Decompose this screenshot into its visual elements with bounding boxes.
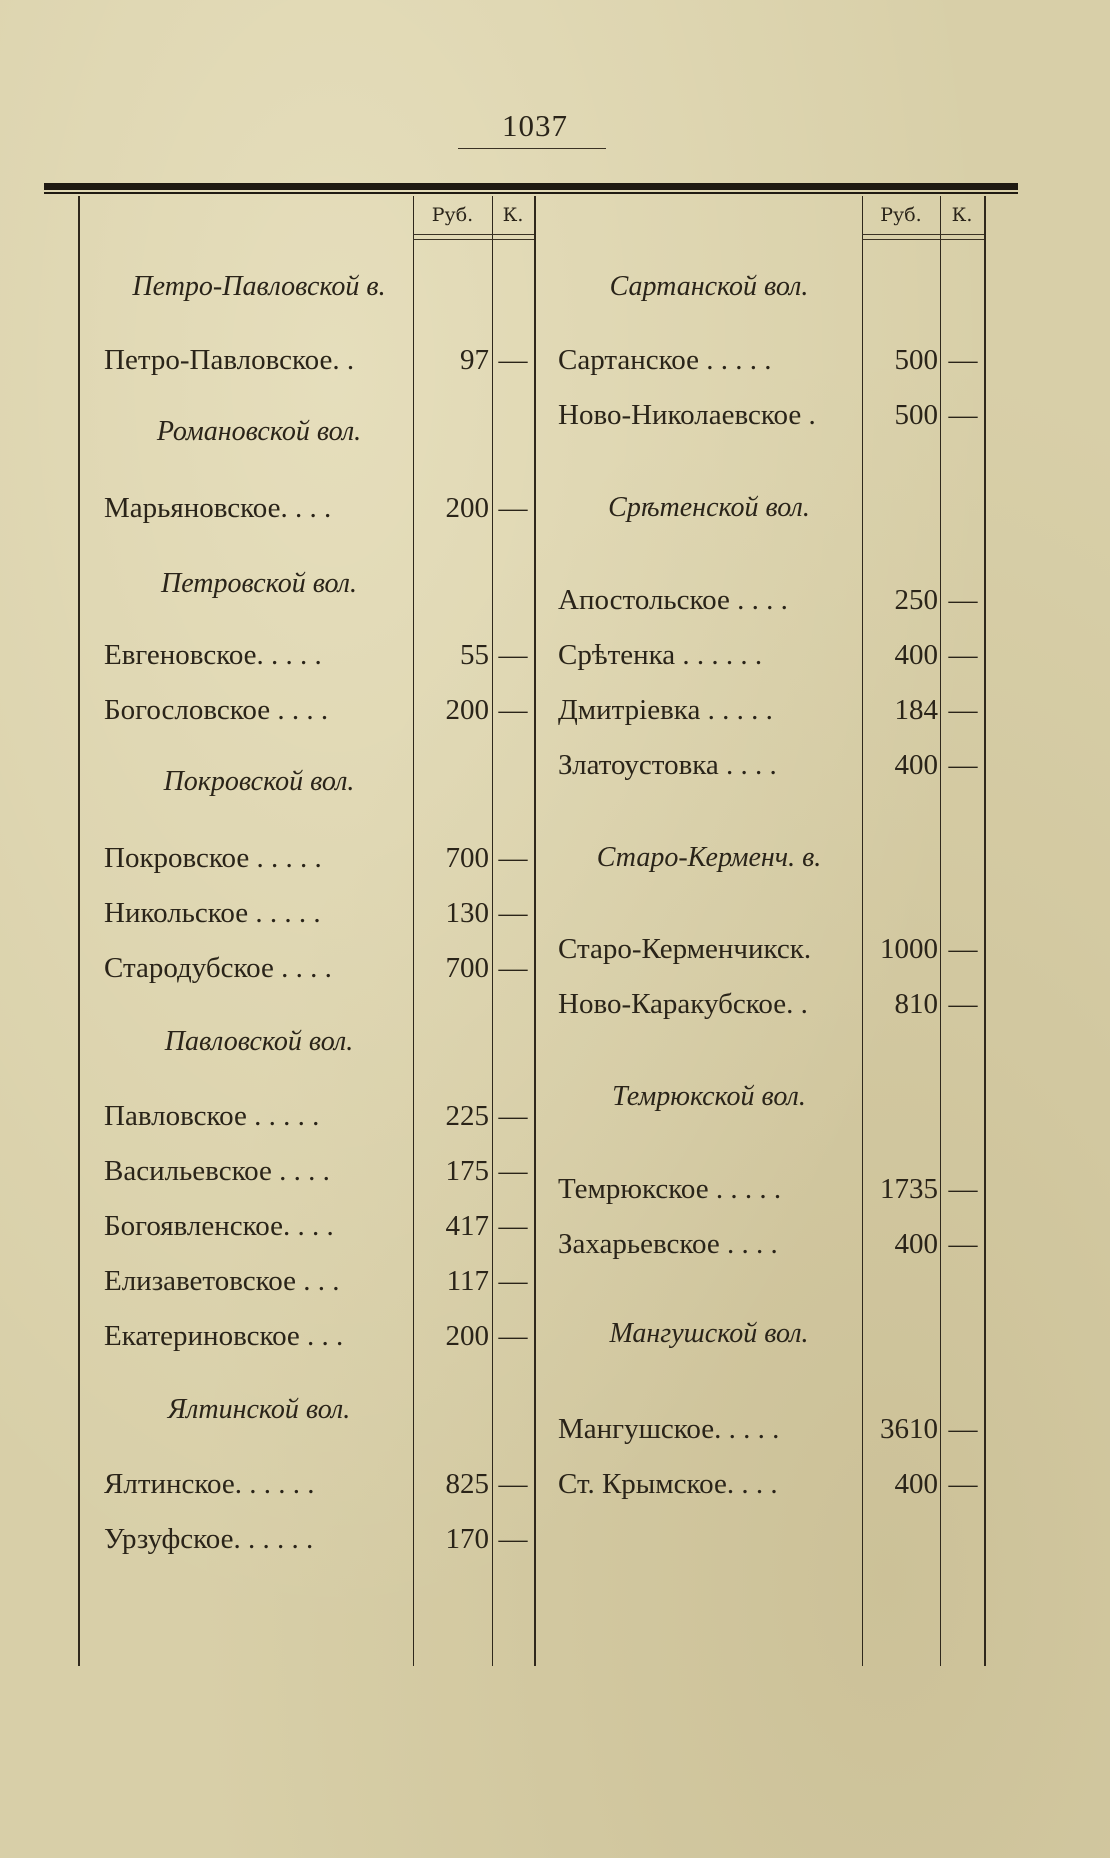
right-row-name: Ст. Крымское. . . .: [558, 1468, 778, 1500]
right-section-title: Сартанской вол.: [609, 271, 809, 302]
right-row-kop: —: [948, 399, 978, 431]
left-row-name: Екатериновское . . .: [104, 1320, 344, 1352]
right-row-kop: —: [948, 1413, 978, 1445]
right-row-name: Мангушское. . . . .: [558, 1413, 780, 1445]
left-header-rule-2: [413, 239, 534, 240]
left-row-kop: —: [498, 842, 528, 874]
left-row-name: Марьяновское. . . .: [104, 492, 332, 524]
right-row-name: Старо-Керменчикск.: [558, 933, 812, 965]
left-row-kop: —: [498, 344, 528, 376]
left-row-kop: —: [498, 952, 528, 984]
right-row-rub: 1000: [880, 933, 938, 965]
left-row-rub: 417: [445, 1210, 489, 1242]
page-number: 1037: [502, 108, 568, 143]
left-row-kop: —: [498, 897, 528, 929]
right-kop-header: К.: [951, 204, 973, 226]
left-row-kop: —: [498, 1100, 528, 1132]
right-row-kop: —: [948, 988, 978, 1020]
left-row-name: Евгеновское. . . . .: [104, 639, 322, 671]
left-row-name: Богословское . . . .: [104, 694, 329, 726]
right-row-kop: —: [948, 749, 978, 781]
left-row-name: Павловское . . . . .: [104, 1100, 320, 1132]
left-row-name: Васильевское . . . .: [104, 1155, 330, 1187]
left-rub-header: Руб.: [431, 204, 474, 226]
right-row-name: Захарьевское . . . .: [558, 1228, 778, 1260]
left-row-name: Стародубское . . . .: [104, 952, 332, 984]
right-row-name: Темрюкское . . . . .: [558, 1173, 782, 1205]
right-row-rub: 250: [894, 584, 938, 616]
left-row-rub: 55: [460, 639, 489, 671]
left-row-rub: 700: [445, 842, 489, 874]
right-header-rule-2: [862, 239, 984, 240]
left-row-kop: —: [498, 1155, 528, 1187]
right-row-rub: 810: [894, 988, 938, 1020]
left-header-rule-1: [413, 234, 534, 235]
right-row-kop: —: [948, 1468, 978, 1500]
left-section-title: Петровской вол.: [160, 568, 358, 599]
left-section-title: Павловской вол.: [164, 1026, 354, 1057]
page-number-underline: [458, 148, 606, 149]
right-row-name: Златоустовка . . . .: [558, 749, 777, 781]
left-row-rub: 117: [446, 1265, 489, 1297]
left-row-rub: 175: [445, 1155, 489, 1187]
left-row-kop: —: [498, 1523, 528, 1555]
right-row-name: Срѣтенка . . . . . .: [558, 639, 763, 671]
left-row-name: Покровское . . . . .: [104, 842, 322, 874]
right-row-rub: 500: [894, 344, 938, 376]
right-row-name: Ново-Каракубское. .: [558, 988, 808, 1020]
left-section-title: Романовской вол.: [156, 416, 362, 447]
right-section-title: Старо-Керменч. в.: [596, 842, 822, 873]
right-row-kop: —: [948, 344, 978, 376]
left-row-rub: 825: [445, 1468, 489, 1500]
right-row-rub: 400: [894, 639, 938, 671]
left-row-kop: —: [498, 1265, 528, 1297]
right-row-rub: 184: [894, 694, 938, 726]
right-rub-header: Руб.: [880, 204, 922, 226]
left-row-kop: —: [498, 1320, 528, 1352]
left-row-name: Урзуфское. . . . . .: [104, 1523, 314, 1555]
right-row-rub: 400: [894, 749, 938, 781]
left-row-rub: 700: [445, 952, 489, 984]
left-row-rub: 170: [445, 1523, 489, 1555]
right-row-kop: —: [948, 584, 978, 616]
left-row-rub: 200: [445, 694, 489, 726]
right-header-rule-1: [862, 234, 984, 235]
left-section-title: Покровской вол.: [163, 766, 355, 797]
top-thin-rule: [44, 192, 1018, 194]
left-row-name: Никольское . . . . .: [104, 897, 321, 929]
left-row-kop: —: [498, 492, 528, 524]
right-row-rub: 1735: [880, 1173, 938, 1205]
left-row-kop: —: [498, 639, 528, 671]
left-row-kop: —: [498, 694, 528, 726]
right-section-title: Срѣтенской вол.: [608, 492, 810, 523]
table-center-divider: [534, 196, 536, 1666]
left-row-name: Богоявленское. . . .: [104, 1210, 334, 1242]
right-row-kop: —: [948, 639, 978, 671]
right-row-name: Сартанское . . . . .: [558, 344, 772, 376]
table-right-border: [984, 196, 986, 1666]
right-row-name: Дмитріевка . . . . .: [558, 694, 773, 726]
left-row-rub: 130: [445, 897, 489, 929]
left-row-name: Петро-Павловское. .: [104, 344, 355, 376]
right-row-rub: 400: [894, 1468, 938, 1500]
right-row-name: Апостольское . . . .: [558, 584, 788, 616]
right-section-title: Мангушской вол.: [609, 1318, 809, 1349]
right-section-title: Темрюкской вол.: [612, 1081, 806, 1112]
right-row-rub: 3610: [880, 1413, 938, 1445]
table-left-border: [78, 196, 80, 1666]
left-row-rub: 97: [460, 344, 489, 376]
right-kop-column-rule: [940, 196, 941, 1666]
left-row-name: Елизаветовское . . .: [104, 1265, 340, 1297]
left-row-kop: —: [498, 1210, 528, 1242]
top-thick-rule: [44, 183, 1018, 190]
left-row-kop: —: [498, 1468, 528, 1500]
right-row-kop: —: [948, 1173, 978, 1205]
left-row-rub: 200: [445, 1320, 489, 1352]
left-row-name: Ялтинское. . . . . .: [104, 1468, 315, 1500]
left-row-rub: 225: [445, 1100, 489, 1132]
right-row-kop: —: [948, 933, 978, 965]
left-row-rub: 200: [445, 492, 489, 524]
left-kop-header: К.: [502, 204, 524, 226]
right-row-kop: —: [948, 1228, 978, 1260]
left-section-title: Ялтинской вол.: [167, 1394, 351, 1425]
left-section-title: Петро-Павловской в.: [132, 271, 386, 302]
right-row-rub: 400: [894, 1228, 938, 1260]
left-kop-column-rule: [492, 196, 493, 1666]
right-row-kop: —: [948, 694, 978, 726]
right-row-rub: 500: [894, 399, 938, 431]
right-row-name: Ново-Николаевское .: [558, 399, 816, 431]
